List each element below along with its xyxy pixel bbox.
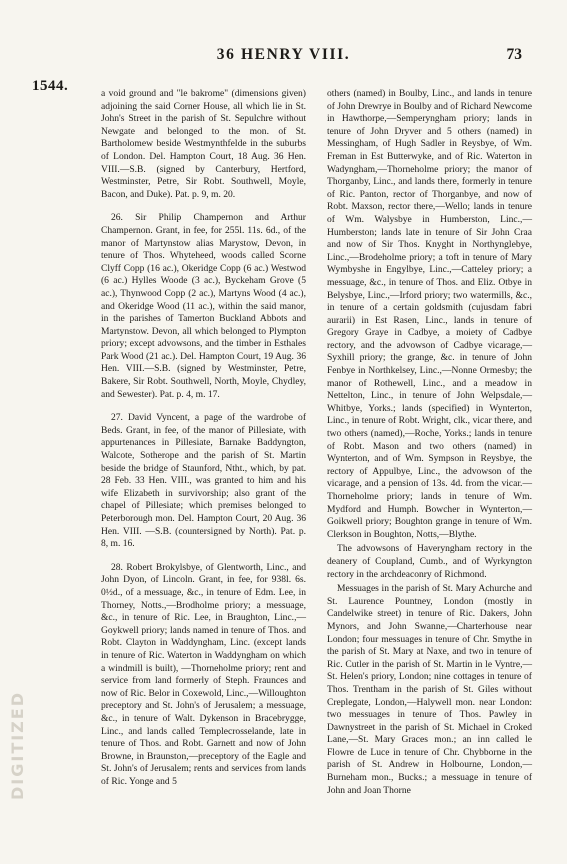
library-stamp-watermark: DIGITIZED bbox=[8, 691, 27, 800]
entry-26: 26. Sir Philip Champernon and Arthur Champernon. Grant, in fee, for 255l. 11s. 6d., of the manor of Martynstow alias Marystow, Devon, in tenure of Thos. Whyteheed, woods called Scorne Clyff Copp (16 ac.), Okeridge Copp (6 ac.) Westwod (6 ac.) Hylles Woode (3 ac.), Byckeham Grove (5 ac.), Thynwood Copp (2 ac.), Martyns Wood (4 ac.), and Okeridge Wood (11 ac.), within the said manor, in the parishes of Tamerton Buckland Abbots and Martynstow. Devon, all which belonged to Plympton priory; except advowsons, and the timber in Esthales Park Wood (21 ac.). Del. Hampton Court, 19 Aug. 36 Hen. VIII.—S.B. (signed by Westminster, Petre, Bakere, Sir Robt. Southwell, North, Moyle, Chydley, and Sewester). Pat. p. 4, m. 17. bbox=[101, 212, 306, 400]
entry-28: 28. Robert Brokylsbye, of Glentworth, Linc., and John Dyon, of Lincoln. Grant, in fee, for 938l. 6s. 0½d., of a messuage, &c., in tenure of Edm. Lee, in Thorney, Notts.,—Brodholme priory; a messuage, &c., in tenure of Ric. Lee, in Braughton, Linc.,—Goykwell priory; lands named in tenure of Thos. and Robt. Clayton in Waddyngham, Linc. (except lands in tenure of Ric. Waterton in Waddyngham on which a windmill is built), —Thorneholme priory; rent and service from land formerly of Steph. Fraunces and now of Ric. Belor in Coxewold, Linc.,—Willoughton preceptory and St. John's of Jerusalem; a messuage, &c., in tenure of Walt. Dykenson in Bracebrygge, Linc., and lands called Templecrosselande, late in tenure of Thos. and Robt. Garnett and now of John Browne, in Braunston,—preceptory of the Eagle and St. John's of Jerusalem; rents and services from lands of Ric. Yonge and 5 bbox=[101, 561, 306, 787]
messuages-paragraph: Messuages in the parish of St. Mary Achurche and St. Laurence Pountney, London (mostly in Candelwike street) in tenure of Ric. Dakers, John Mynors, and John Swanne,—Charterhouse near London; four messuages in tenure of Chr. Smythe in the parish of St. Mary at Naxe, and two in tenure of Ric. Cutler in the parish of St. Martin in le Vyntre,—St. Helen's priory, London; nine cottages in tenure of Thos. Trentham in the parish of St. Giles without Creplegate, London,—Halywell mon. near London: two messuages in tenure of Thos. Pawley in Dawnystreet in the parish of St. Michael in Croked Lane,—St. Mary Graces mon.; an inn called le Flowre de Luce in tenure of Chr. Chybborne in the parish of St. Andrew in Holbourne, London,—Burneham mon., Bucks.; a messuage in tenure of John and Joan Thorne bbox=[327, 583, 532, 796]
entry-27: 27. David Vyncent, a page of the wardrobe of Beds. Grant, in fee, of the manor of Pillesiate, with appurtenances in Pillesiate, Barnake Baddyngton, Walcote, Sotherope and the parish of St. Martin beside the bridge of Staunford, Ntht., which, by pat. 28 Feb. 33 Hen. VIII., was granted to him and his wife Elizabeth in survivorship; also grant of the chapel of Pillesiate; which premises belonged to Peterborough mon. Del. Hampton Court, 20 Aug. 36 Hen. VIII. —S.B. (countersigned by North). Pat. p. 8, m. 16. bbox=[101, 412, 306, 550]
right-column bbox=[327, 88, 532, 797]
entry-28-continued: others (named) in Boulby, Linc., and lands in tenure of John Drewrye in Boulby and of Richard Newcome in Hawthorpe,—Semperyngham priory; lands in tenure of John Dryver and 5 others (named) in Messingham, of Hugh Sadler in Reysbye, of Wm. Freman in Est Butterwyke, and of Ric. Waterton in Wadyngham,—Thorneholme priory; the manor of Thorganby, Linc., and lands there, formerly in tenure of Ric. Panton, rector of Thorganbye, and now of Robt. Maxson, rector there,—Wello; lands in tenure of Wm. Walysbye in Humberston, Linc.,—Humberston; lands late in tenure of Sir John Craa and now of Sir Thos. Knyght in Northynglebye, Linc.,—Brodeholme priory; a toft in tenure of Mary Wymbyshe in Engylbye, Linc.,—Catteley priory; a messuage, &c., in tenure of Thos. and Eliz. Otbye in Belysbye, Linc.,—Irford priory; two watermills, &c., in tenure of a certain goldsmith (cujusdam fabri aurarii) in Est Rasen, Linc., lands in tenure of Gregory Graye in Cadbye, a moiety of Cadbye rectory, and the advowson of Cadbye vicarage,—Syxhill priory; the grange, &c. in tenure of John Fenbye in Northkelsey, Linc.,—Nonne Ormesby; the manor of Rothewell, Linc., and a meadow in Nettelton, Linc., in tenure of John Welpsdale,—Whitbye, Yorks.; lands (specified) in Wynterton, Linc., in tenure of Robt. Wright, clk., vicar there, and two others (named),—Roche, Yorks.; lands in tenure of Robt. Mason and two others (named) in Wynterton, and of Wm. Sympson in Reysbye, the rectory of Appulbye, Linc., the advowson of the vicarage, and a pension of 13s. 4d. from the vicar.—Thorneholme priory; lands in tenure of Wm. Mydford and Humph. Bowcher in Wynterton,—Goikwell priory; Boughton grange in tenure of Wm. Clerkson in Boughton, Notts,—Blythe. bbox=[327, 88, 532, 540]
running-title: 36 HENRY VIII. bbox=[216, 46, 351, 63]
running-head bbox=[0, 46, 567, 68]
left-column bbox=[101, 88, 306, 788]
page-number: 73 bbox=[506, 46, 522, 63]
year-marginal: 1544. bbox=[32, 78, 69, 94]
entry-continuation: a void ground and "le bakrome" (dimensions given) adjoining the said Corner House, all which lie in St. John's Street in the parish of St. Sepulchre without Newgate and belonged to the mon. of St. Bartholomew beside Westmynthfelde in the suburbs of London. Del. Hampton Court, 18 Aug. 36 Hen. VIII.—S.B. (signed by Canterbury, Hertford, Westminster, Petre, Sir Robt. Southwell, Moyle, Bacon, and Duke). Pat. p. 9, m. 20. bbox=[101, 88, 306, 200]
advowsons-paragraph: The advowsons of Haveryngham rectory in the deanery of Coupland, Cumb., and of Wyrkyngton rectory in the archdeaconry of Richmond. bbox=[327, 543, 532, 580]
